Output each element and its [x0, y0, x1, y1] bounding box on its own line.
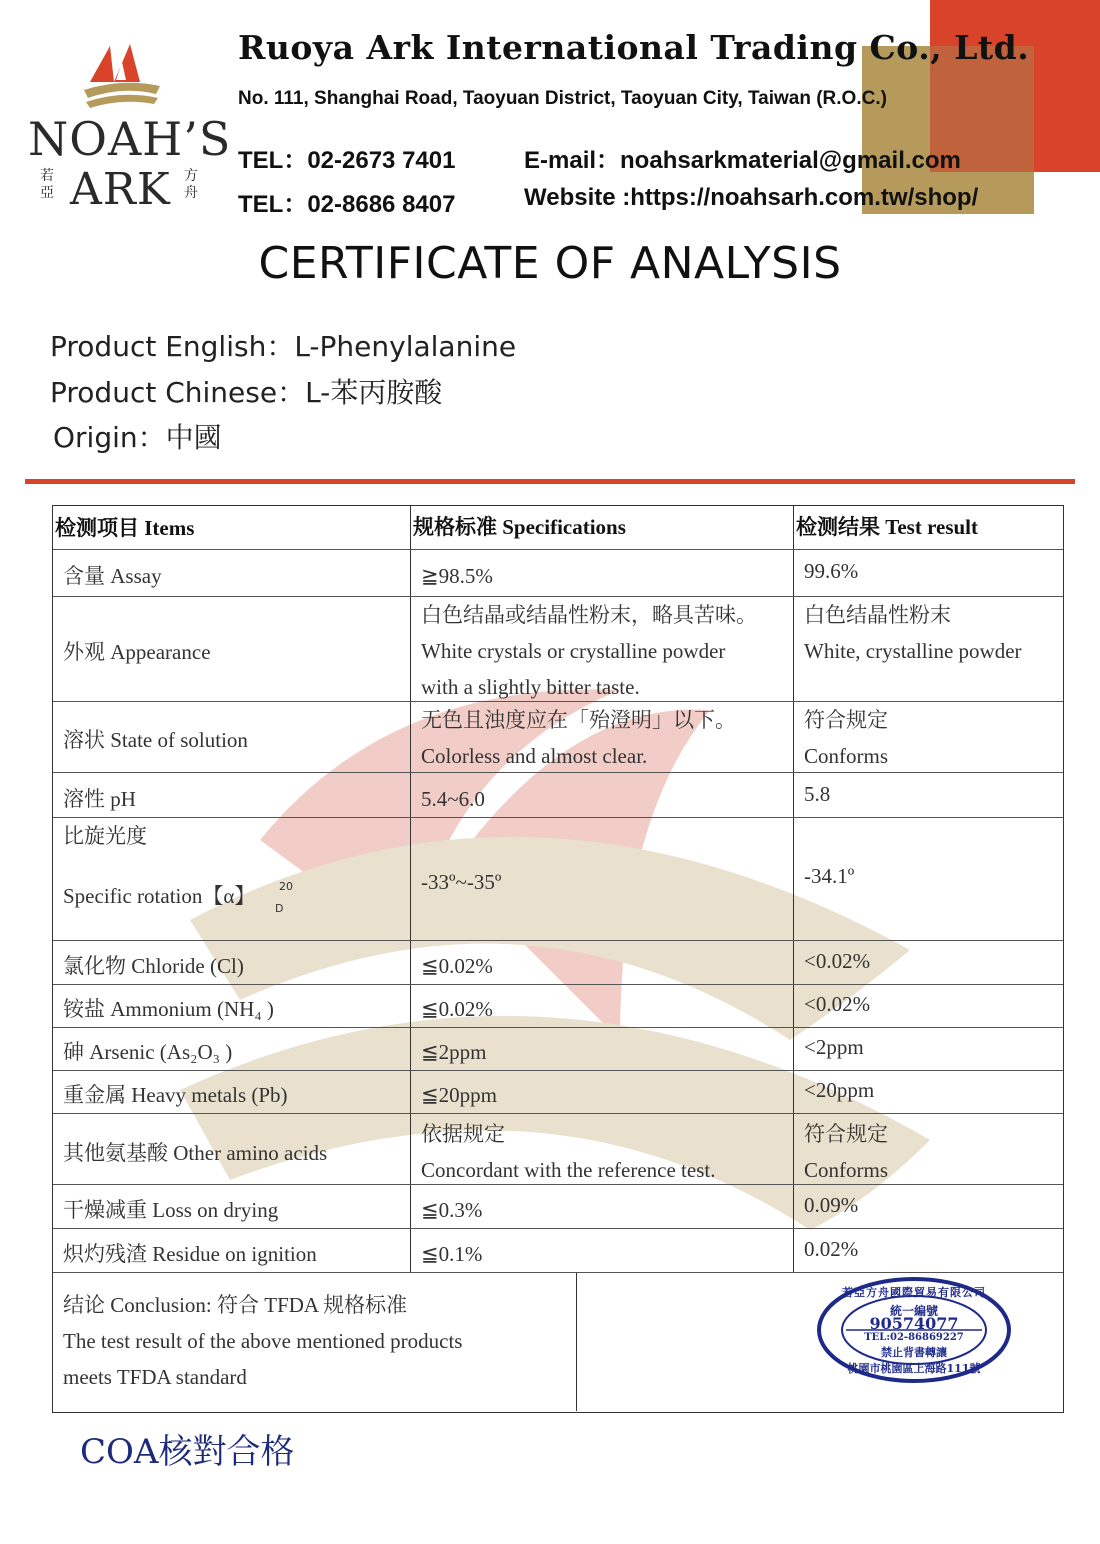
stamp-label: 統一編號 [889, 1304, 938, 1318]
item-cell: Specific rotation【α】 [63, 884, 256, 908]
result-cell: <20ppm [804, 1078, 875, 1102]
spec-cell: ≦20ppm [421, 1083, 497, 1107]
item-cell-cn: 比旋光度 [63, 824, 147, 848]
result-cell: -34.1º [804, 864, 855, 888]
header-items: 检测项目 Items [55, 516, 195, 540]
company-stamp [816, 1276, 1012, 1384]
result-cell: Conforms [804, 1158, 888, 1182]
table-row [53, 941, 1063, 984]
table-row [53, 1028, 1063, 1070]
superscript: 20 [279, 880, 293, 893]
table-row [53, 1071, 1063, 1113]
spec-cell: 无色且浊度应在「殆澄明」以下。 [421, 708, 736, 732]
item-cell: 砷 Arsenic (As₂O₃ ) [63, 1040, 233, 1064]
spec-cell: ≦0.02% [421, 954, 493, 978]
item-cell: 干燥减重 Loss on drying [63, 1198, 279, 1222]
product-chinese: Product Chinese：L-苯丙胺酸 [50, 376, 443, 409]
table-row [53, 818, 1063, 940]
ship-sail-icon [80, 40, 164, 112]
spec-cell: ≦0.1% [421, 1242, 483, 1266]
conclusion-line: The test result of the above mentioned products [63, 1329, 463, 1353]
document-title: CERTIFICATE OF ANALYSIS [258, 238, 842, 289]
stamp-note: 禁止背書轉讓 [881, 1346, 947, 1359]
table-row [53, 1229, 1063, 1272]
spec-cell: Concordant with the reference test. [421, 1158, 716, 1182]
result-cell: White, crystalline powder [804, 639, 1022, 663]
item-cell: 溶性 pH [63, 787, 136, 811]
spec-cell: White crystals or crystalline powder [421, 639, 726, 663]
result-cell: 99.6% [804, 559, 859, 583]
table-row [53, 1114, 1063, 1184]
stamp-tel: TEL:02-86869227 [864, 1332, 964, 1343]
stamp-number: 90574077 [869, 1314, 959, 1333]
conclusion-line: 结论 Conclusion: 符合 TFDA 规格标准 [63, 1293, 408, 1317]
item-cell: 氯化物 Chloride (Cl) [63, 954, 244, 978]
spec-cell: ≦0.02% [421, 997, 493, 1021]
table-row [53, 597, 1063, 701]
table-row [53, 773, 1063, 817]
result-cell: Conforms [804, 744, 888, 768]
result-cell: 0.09% [804, 1193, 859, 1217]
item-cell: 炽灼残渣 Residue on ignition [63, 1242, 317, 1266]
result-cell: 符合规定 [804, 1122, 888, 1146]
stamp-address: 桃園市桃園區上海路111號 [847, 1362, 981, 1375]
header-test-result: 检测结果 Test result [796, 515, 979, 539]
table-row [53, 985, 1063, 1027]
table-row [53, 550, 1063, 596]
stamp-ring-text: 若亞方舟國際貿易有限公司 [842, 1286, 986, 1299]
spec-cell: ≦0.3% [421, 1198, 483, 1222]
spec-cell: 依据规定 [421, 1122, 505, 1146]
item-cell: 外观 Appearance [63, 640, 211, 664]
table-row [53, 702, 1063, 772]
result-cell: 5.8 [804, 782, 831, 806]
phone-2: TEL：02-8686 8407 [238, 191, 456, 218]
result-cell: <0.02% [804, 992, 871, 1016]
spec-cell: 5.4~6.0 [421, 787, 485, 811]
spec-cell: 白色结晶或结晶性粉末，略具苦味。 [421, 603, 757, 627]
table-header-row [53, 506, 1063, 549]
result-cell: <2ppm [804, 1035, 864, 1059]
spec-cell: ≦2ppm [421, 1040, 487, 1064]
website: Website :https://noahsarh.com.tw/shop/ [524, 184, 979, 211]
spec-cell: Colorless and almost clear. [421, 744, 648, 768]
item-cell: 其他氨基酸 Other amino acids [63, 1141, 328, 1165]
coa-verified-note: COA核對合格 [80, 1432, 295, 1472]
item-cell: 重金属 Heavy metals (Pb) [63, 1083, 288, 1107]
spec-cell: with a slightly bitter taste. [421, 675, 640, 699]
logo-word-noahs: NOAH’S [28, 112, 232, 166]
item-cell: 含量 Assay [63, 564, 162, 588]
logo-cjk-left: 若亞 [40, 168, 54, 201]
subscript: D [275, 902, 284, 915]
section-divider [25, 479, 1075, 484]
company-address: No. 111, Shanghai Road, Taoyuan District, Taoyuan City, Taiwan (R.O.C.) [238, 88, 887, 109]
company-logo [24, 40, 232, 215]
result-cell: 0.02% [804, 1237, 859, 1261]
logo-word-ark: ARK [70, 164, 171, 215]
company-name: Ruoya Ark International Trading Co., Ltd. [238, 28, 1030, 67]
result-cell: 符合规定 [804, 708, 888, 732]
result-cell: 白色结晶性粉末 [804, 603, 951, 627]
product-english: Product English：L-Phenylalanine [50, 330, 517, 363]
origin: Origin：中國 [53, 421, 222, 454]
email: E-mail：noahsarkmaterial@gmail.com [524, 147, 961, 174]
phone-1: TEL：02-2673 7401 [238, 147, 456, 174]
result-cell: <0.02% [804, 949, 871, 973]
item-cell: 溶状 State of solution [63, 728, 248, 752]
logo-cjk-right: 方舟 [184, 168, 198, 201]
table-row [53, 1185, 1063, 1228]
item-cell: 铵盐 Ammonium (NH₄ ) [63, 997, 274, 1021]
spec-cell: -33º~-35º [421, 870, 502, 894]
header-specifications: 规格标准 Specifications [413, 515, 626, 539]
spec-cell: ≧98.5% [421, 564, 493, 588]
conclusion-line: meets TFDA standard [63, 1365, 247, 1389]
